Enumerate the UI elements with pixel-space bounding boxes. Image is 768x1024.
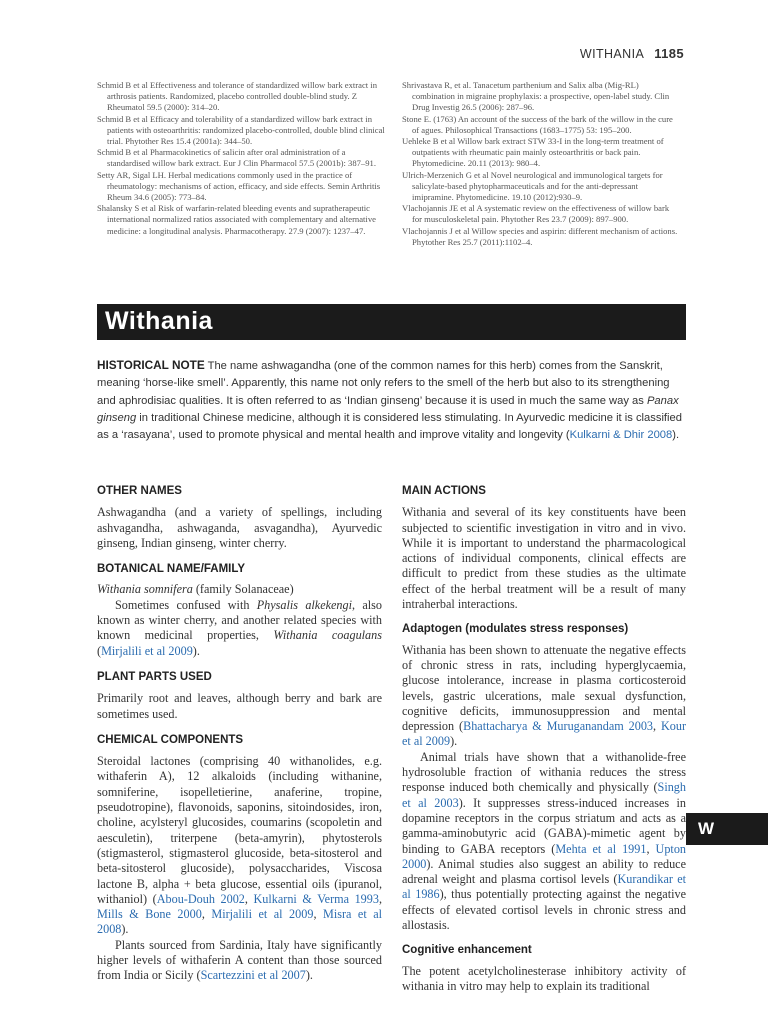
main-actions-text: Withania and several of its key constituents have been subjected to scientific investigation in vitro and in vivo. While it is important to understand the pharmacological actions of individual components, clinical effects are difficult to predict from these studies as the ultimate effect of the herbal treatment will be a result of many intraherbal interactions. [402,505,686,612]
left-text-column [97,484,382,984]
running-head-section: WITHANIA [579,47,645,61]
citation-link[interactable]: Kurandikar et al 1986 [402,872,686,902]
citation-link[interactable]: Mehta et al 1991 [555,841,647,856]
citation-link[interactable]: Scartezzini et al 2007 [200,968,306,983]
cognitive-text: The potent acetylcholinesterase inhibitory activity of withania in vitro may help to explain its traditional [402,963,686,993]
historical-note-italic: Panax ginseng [97,394,679,424]
chemical-heading: CHEMICAL COMPONENTS [97,733,244,746]
other-names-text: Ashwagandha (and a variety of spellings, including ashvagandha, ashwaganda, asvagandha), Ayurvedic ginseng, Indian ginseng, winter cherry. [97,505,382,550]
references-left-column [97,80,387,237]
main-actions-heading: MAIN ACTIONS [402,485,486,497]
botanical-heading: BOTANICAL NAME/FAMILY [97,563,246,576]
citation-link[interactable]: Bhattacharya & Muruganandam 2003 [463,719,654,734]
citation-link[interactable]: Kulkarni & Verma 1993 [253,891,379,906]
botanical-confusion-text: Sometimes confused with Physalis alkekengi, also known as winter cherry, and another related species with known medicinal properties, Withania coagulans (Mirjalili et al 2009). [97,597,382,658]
plant-parts-heading: PLANT PARTS USED [97,670,212,683]
other-names-heading: OTHER NAMES [97,485,182,497]
reference-item: Setty AR, Sigal LH. Herbal medications commonly used in the practice of rheumatology: mechanisms of action, efficacy, and side effects. Semin Arthritis Rheum 34.6 (2005): 773–84. [97,169,381,203]
chemical-sardinia-text: Plants sourced from Sardinia, Italy have significantly higher levels of withaferin A content than those sourced from India or Sicily (Scartezzini et al 2007). [97,937,382,983]
plant-parts-text: Primarily root and leaves, although berry and bark are sometimes used. [97,691,382,721]
reference-item: Ulrich-Merzenich G et al Novel neurological and immunological targets for salicylate-based phytopharmaceuticals and for the anti-depressant imipramine. Phytomedicine. 19.10 (2012):930–9. [402,169,663,203]
citation-link[interactable]: Kulkarni & Dhir 2008 [569,429,673,442]
reference-item: Uehleke B et al Willow bark extract STW 33-I in the long-term treatment of outpatients with rheumatic pain mainly osteoarthritis or back pain. Phytomedicine. 20.11 (2013): 980–4. [402,136,664,169]
monograph-title-bar [97,304,686,340]
cognitive-heading: Cognitive enhancement [402,944,532,957]
citation-link[interactable]: Upton 2000 [402,841,686,871]
reference-item: Shalansky S et al Risk of warfarin-related bleeding events and supratherapeutic international normalized ratios associated with complementary and alternative medicine: a longitudinal analysis. Pharmacotherapy. 27.9 (2007): 1237–47. [97,203,376,236]
adaptogen-heading: Adaptogen (modulates stress responses) [402,623,629,636]
historical-note-text: ). [672,429,680,442]
citation-link[interactable]: Kour et al 2009 [402,719,687,749]
historical-note-label: HISTORICAL NOTE [97,358,205,372]
running-head [580,46,684,61]
botanical-text: Withania somnifera (family Solanaceae) [97,582,294,597]
reference-item: Stone E. (1763) An account of the success of the bark of the willow in the cure of agues. Philosophical Transactions (1683–1775) 53: 195–200. [402,113,673,135]
citation-link[interactable]: Mirjalili et al 2009 [211,907,314,922]
species-name: Withania somnifera [97,582,193,597]
chemical-text: Steroidal lactones (comprising 40 withanolides, e.g. withaferin A), 12 alkaloids (including withanine, somniferine, isopelletierine, anaferine, tropine, pseudotropine), flavonoids, saponins, sitoindosides, iron, choline, acylsteryl glucosides, coumarins (scopoletin and aesculetin), triterpene (beta-amyrin), phytosterols (stigmasterol, stigmasterol glucoside, beta-sitosterol and beta-sitosterol glucoside), polysaccharides, Viscosa lactone B, alpha + beta glucose, essential oils (ipuranol, withaniol) (Abou-Douh 2002, Kulkarni & Verma 1993, Mills & Bone 2000, Mirjalili et al 2009, Misra et al 2008). [97,754,382,937]
citation-link[interactable]: Abou-Douh 2002 [156,891,245,906]
monograph-title: Withania [105,307,213,335]
historical-note-text: The name ashwagandha (one of the common names for this herb) comes from the Sanskrit, meaning ‘horse-like smell’. Apparently, this name not only refers to the smell of the herb but also to its strengthening and aphrodisiac qualities. It is often referred to as ‘Indian ginseng’ because it is used in much the same way as [97,360,670,407]
reference-item: Vlachojannis JE et al A systematic review on the effectiveness of willow bark for musculoskeletal pain. Phytother Res 23.7 (2009): 897–900. [402,203,670,225]
historical-note-text: in traditional Chinese medicine, although it is considered less stimulating. In Ayurvedic medicine it is classified as a ‘rasayana’, used to promote physical and mental health and improve vitality and longevity ( [97,411,682,442]
reference-item: Vlachojannis J et al Willow species and aspirin: different mechanism of actions. Phytother Res 25.7 (2011):1102–4. [402,225,678,247]
citation-link[interactable]: Mills & Bone 2000 [97,907,202,922]
reference-item: Schmid B et al Efficacy and tolerability of a standardized willow bark extract in patients with osteoarthritis: randomized placebo-controlled, double blind clinical trial. Phytother Res 15.4 (2001a): 344–50. [97,113,385,147]
citation-link[interactable]: Mirjalili et al 2009 [101,643,193,658]
reference-item: Schmid B et al Pharmacokinetics of salicin after oral administration of a standardised willow bark extract. Eur J Clin Pharmacol 57.5 (2001b): 387–91. [97,147,376,169]
reference-item: Schmid B et al Effectiveness and tolerance of standardized willow bark extract in arthrosis patients. Randomized, placebo controlled double-blind study. Z Rheumatol 59.5 (2000): 314–20. [97,80,377,113]
page-number: 1185 [654,46,684,61]
adaptogen-animal-trials-text: Animal trials have shown that a withanolide-free hydrosoluble fraction of withania reduces the stress response induced both chemically and physically (Singh et al 2003). It suppresses stress-induced increases in dopamine receptors in the corpus striatum and acts as a gamma-aminobutyric acid (GABA)-mimetic agent by binding to GABA receptors (Mehta et al 1991, Upton 2000). Animal studies also suggest an ability to reduce adrenal weight and plasma cortisol levels (Kurandikar et al 1986), thus potentially protecting against the negative effects of elevated cortisol levels in chronic stress and allostasis. [402,749,687,933]
citation-link[interactable]: Misra et al 2008 [97,907,382,937]
references-right-column [402,80,680,248]
historical-note [97,357,685,444]
reference-item: Shrivastava R, et al. Tanacetum parthenium and Salix alba (Mig-RL) combination in migraine prophylaxis: a prospective, open-label study. Clin Drug Investig 26.5 (2006): 287–96. [402,80,670,113]
section-thumb-letter: W [698,819,715,838]
citation-link[interactable]: Singh et al 2003 [402,780,686,810]
right-text-column [402,484,686,994]
adaptogen-text: Withania has been shown to attenuate the negative effects of chronic stress in rats, including hyperglycaemia, glucose intolerance, increase in plasma corticosteroid levels, gastric ulcerations, male sexual dysfunction, cognitive deficits, immunosuppression and mental depression (Bhattacharya & Muruganandam 2003, Kour et al 2009). [402,642,687,749]
section-thumb-tab [686,813,768,845]
